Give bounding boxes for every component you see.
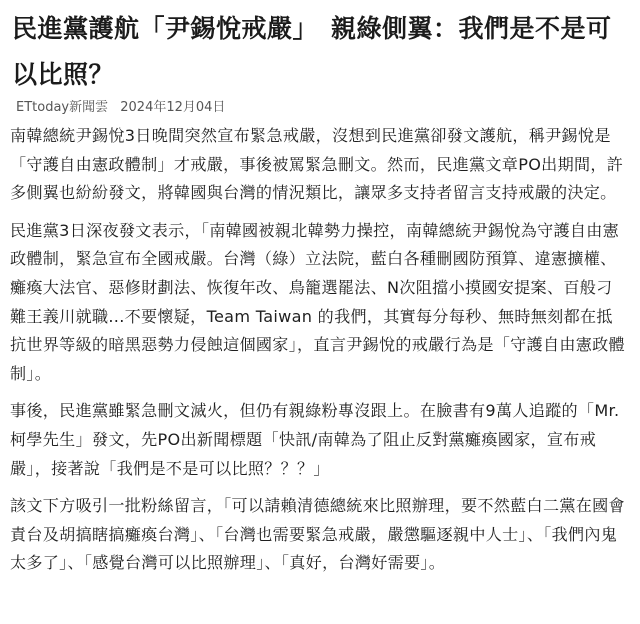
article-paragraph: 事後，民進黨雖緊急刪文滅火，但仍有親綠粉專沒跟上。在臉書有9萬人追蹤的「Mr.柯學先生」發文，先PO出新聞標題「快訊/南韓為了阻止反對黨癱瘓國家，宣布戒嚴」，接著說「我們是不是可以比照？？？」 [10, 401, 620, 478]
article-source: ETtoday新聞雲 [16, 100, 109, 115]
article-paragraph: 民進黨3日深夜發文表示，「南韓國被親北韓勢力操控，南韓總統尹錫悅為守護自由憲政體制，緊急宣布全國戒嚴。台灣（綠）立法院，藍白各種刪國防預算、違憲擴權、癱瘓大法官、惡修財劃法、恢復年改、鳥籠選罷法、N次阻擋小摸國安提案、百般刁難王義川就職...不要懷疑，Team Taiwan 的我們，其實每分每秒、無時無刻都在抵抗世界等級的暗黑惡勢力侵蝕這個國家」，直言尹錫悅的戒嚴行為是「守護自由憲政體制」。 [10, 220, 625, 383]
article-paragraph: 南韓總統尹錫悅3日晚間突然宣布緊急戒嚴，沒想到民進黨卻發文護航，稱尹錫悅是「守護自由憲政體制」才戒嚴，事後被罵緊急刪文。然而，民進黨文章PO出期間，許多側翼也紛紛發文，將韓國與台灣的情況類比，讓眾多支持者留言支持戒嚴的決定。 [10, 126, 624, 203]
article-headline: 民進黨護航「尹錫悅戒嚴」 親綠側翼：我們是不是可以比照？ [12, 14, 612, 89]
article-date: 2024年12月04日 [120, 100, 226, 115]
article-paragraph: 該文下方吸引一批粉絲留言，「可以請賴清德總統來比照辦理，要不然藍白二黨在國會責台及胡搞瞎搞癱瘓台灣」、「台灣也需要緊急戒嚴，嚴懲驅逐親中人士」、「我們內鬼太多了」、「感覺台灣可以比照辦理」、「真好，台灣好需要」。 [10, 496, 625, 573]
article-meta [16, 98, 628, 118]
